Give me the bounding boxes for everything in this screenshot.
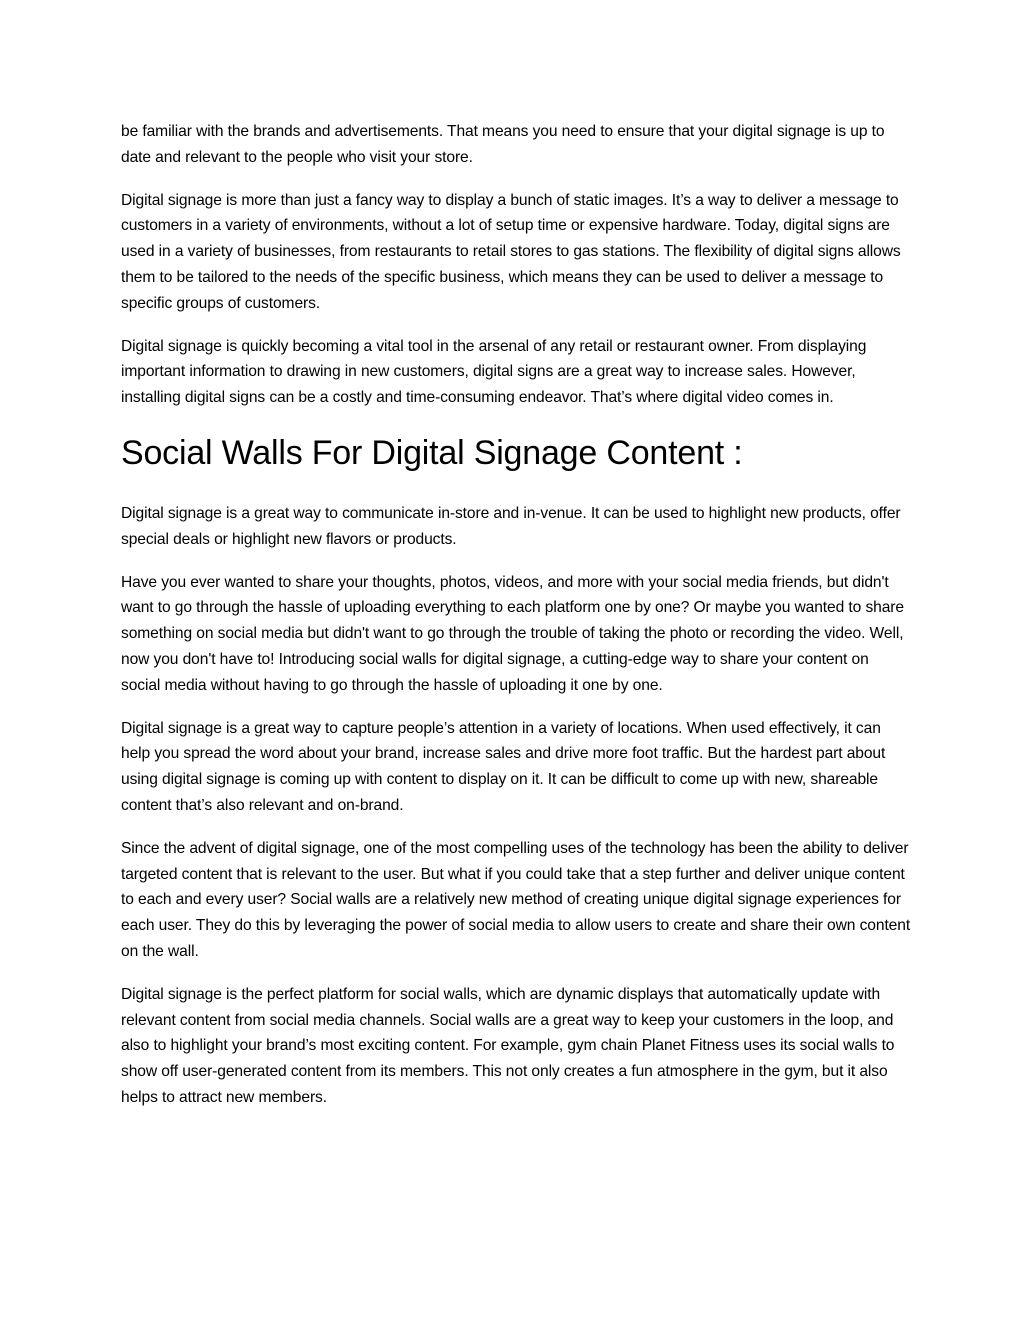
paragraph-section-1: Digital signage is a great way to communicate in-store and in-venue. It can be used to highlight new products, offer special deals or highlight new flavors or products.	[121, 504, 901, 548]
paragraph-section-3: Digital signage is a great way to capture people’s attention in a variety of locations. When used effectively, it can help you spread the word about your brand, increase sales and drive more foot traffic. But the hardest part about using digital signage is coming up with content to display on it. It can be difficult to come up with new, shareable content that’s also relevant and on-brand.	[121, 719, 886, 814]
section-heading: Social Walls For Digital Signage Content :	[121, 433, 743, 472]
paragraph-intro-3: Digital signage is quickly becoming a vital tool in the arsenal of any retail or restaurant owner. From displaying important information to drawing in new customers, digital signs are a great way to increase sales. However, installing digital signs can be a costly and time-consuming endeavor. That’s where digital video comes in.	[121, 337, 867, 407]
document-page	[121, 119, 911, 1128]
paragraph-intro-2: Digital signage is more than just a fancy way to display a bunch of static images. It’s a way to deliver a message to customers in a variety of environments, without a lot of setup time or expensive hardware. Today, digital signs are used in a variety of businesses, from restaurants to retail stores to gas stations. The flexibility of digital signs allows them to be tailored to the needs of the specific business, which means they can be used to deliver a message to specific groups of customers.	[121, 191, 901, 312]
paragraph-intro-1: be familiar with the brands and advertisements. That means you need to ensure that your digital signage is up to date and relevant to the people who visit your store.	[121, 123, 885, 166]
paragraph-section-2: Have you ever wanted to share your thoughts, photos, videos, and more with your social media friends, but didn't want to go through the hassle of uploading everything to each platform one by one? Or maybe you wanted to share something on social media but didn't want to go through the trouble of taking the photo or recording the video. Well, now you don't have to! Introducing social walls for digital signage, a cutting-edge way to share your content on social media without having to go through the hassle of uploading it one by one.	[121, 573, 904, 694]
paragraph-section-5: Digital signage is the perfect platform for social walls, which are dynamic displays that automatically update with relevant content from social media channels. Social walls are a great way to keep your customers in the loop, and also to highlight your brand’s most exciting content. For example, gym chain Planet Fitness uses its social walls to show off user-generated content from its members. This not only creates a fun atmosphere in the gym, but it also helps to attract new members.	[121, 985, 895, 1106]
paragraph-section-4: Since the advent of digital signage, one of the most compelling uses of the technology has been the ability to deliver targeted content that is relevant to the user. But what if you could take that a step further and deliver unique content to each and every user? Social walls are a relatively new method of creating unique digital signage experiences for each user. They do this by leveraging the power of social media to allow users to create and share their own content on the wall.	[121, 839, 911, 960]
